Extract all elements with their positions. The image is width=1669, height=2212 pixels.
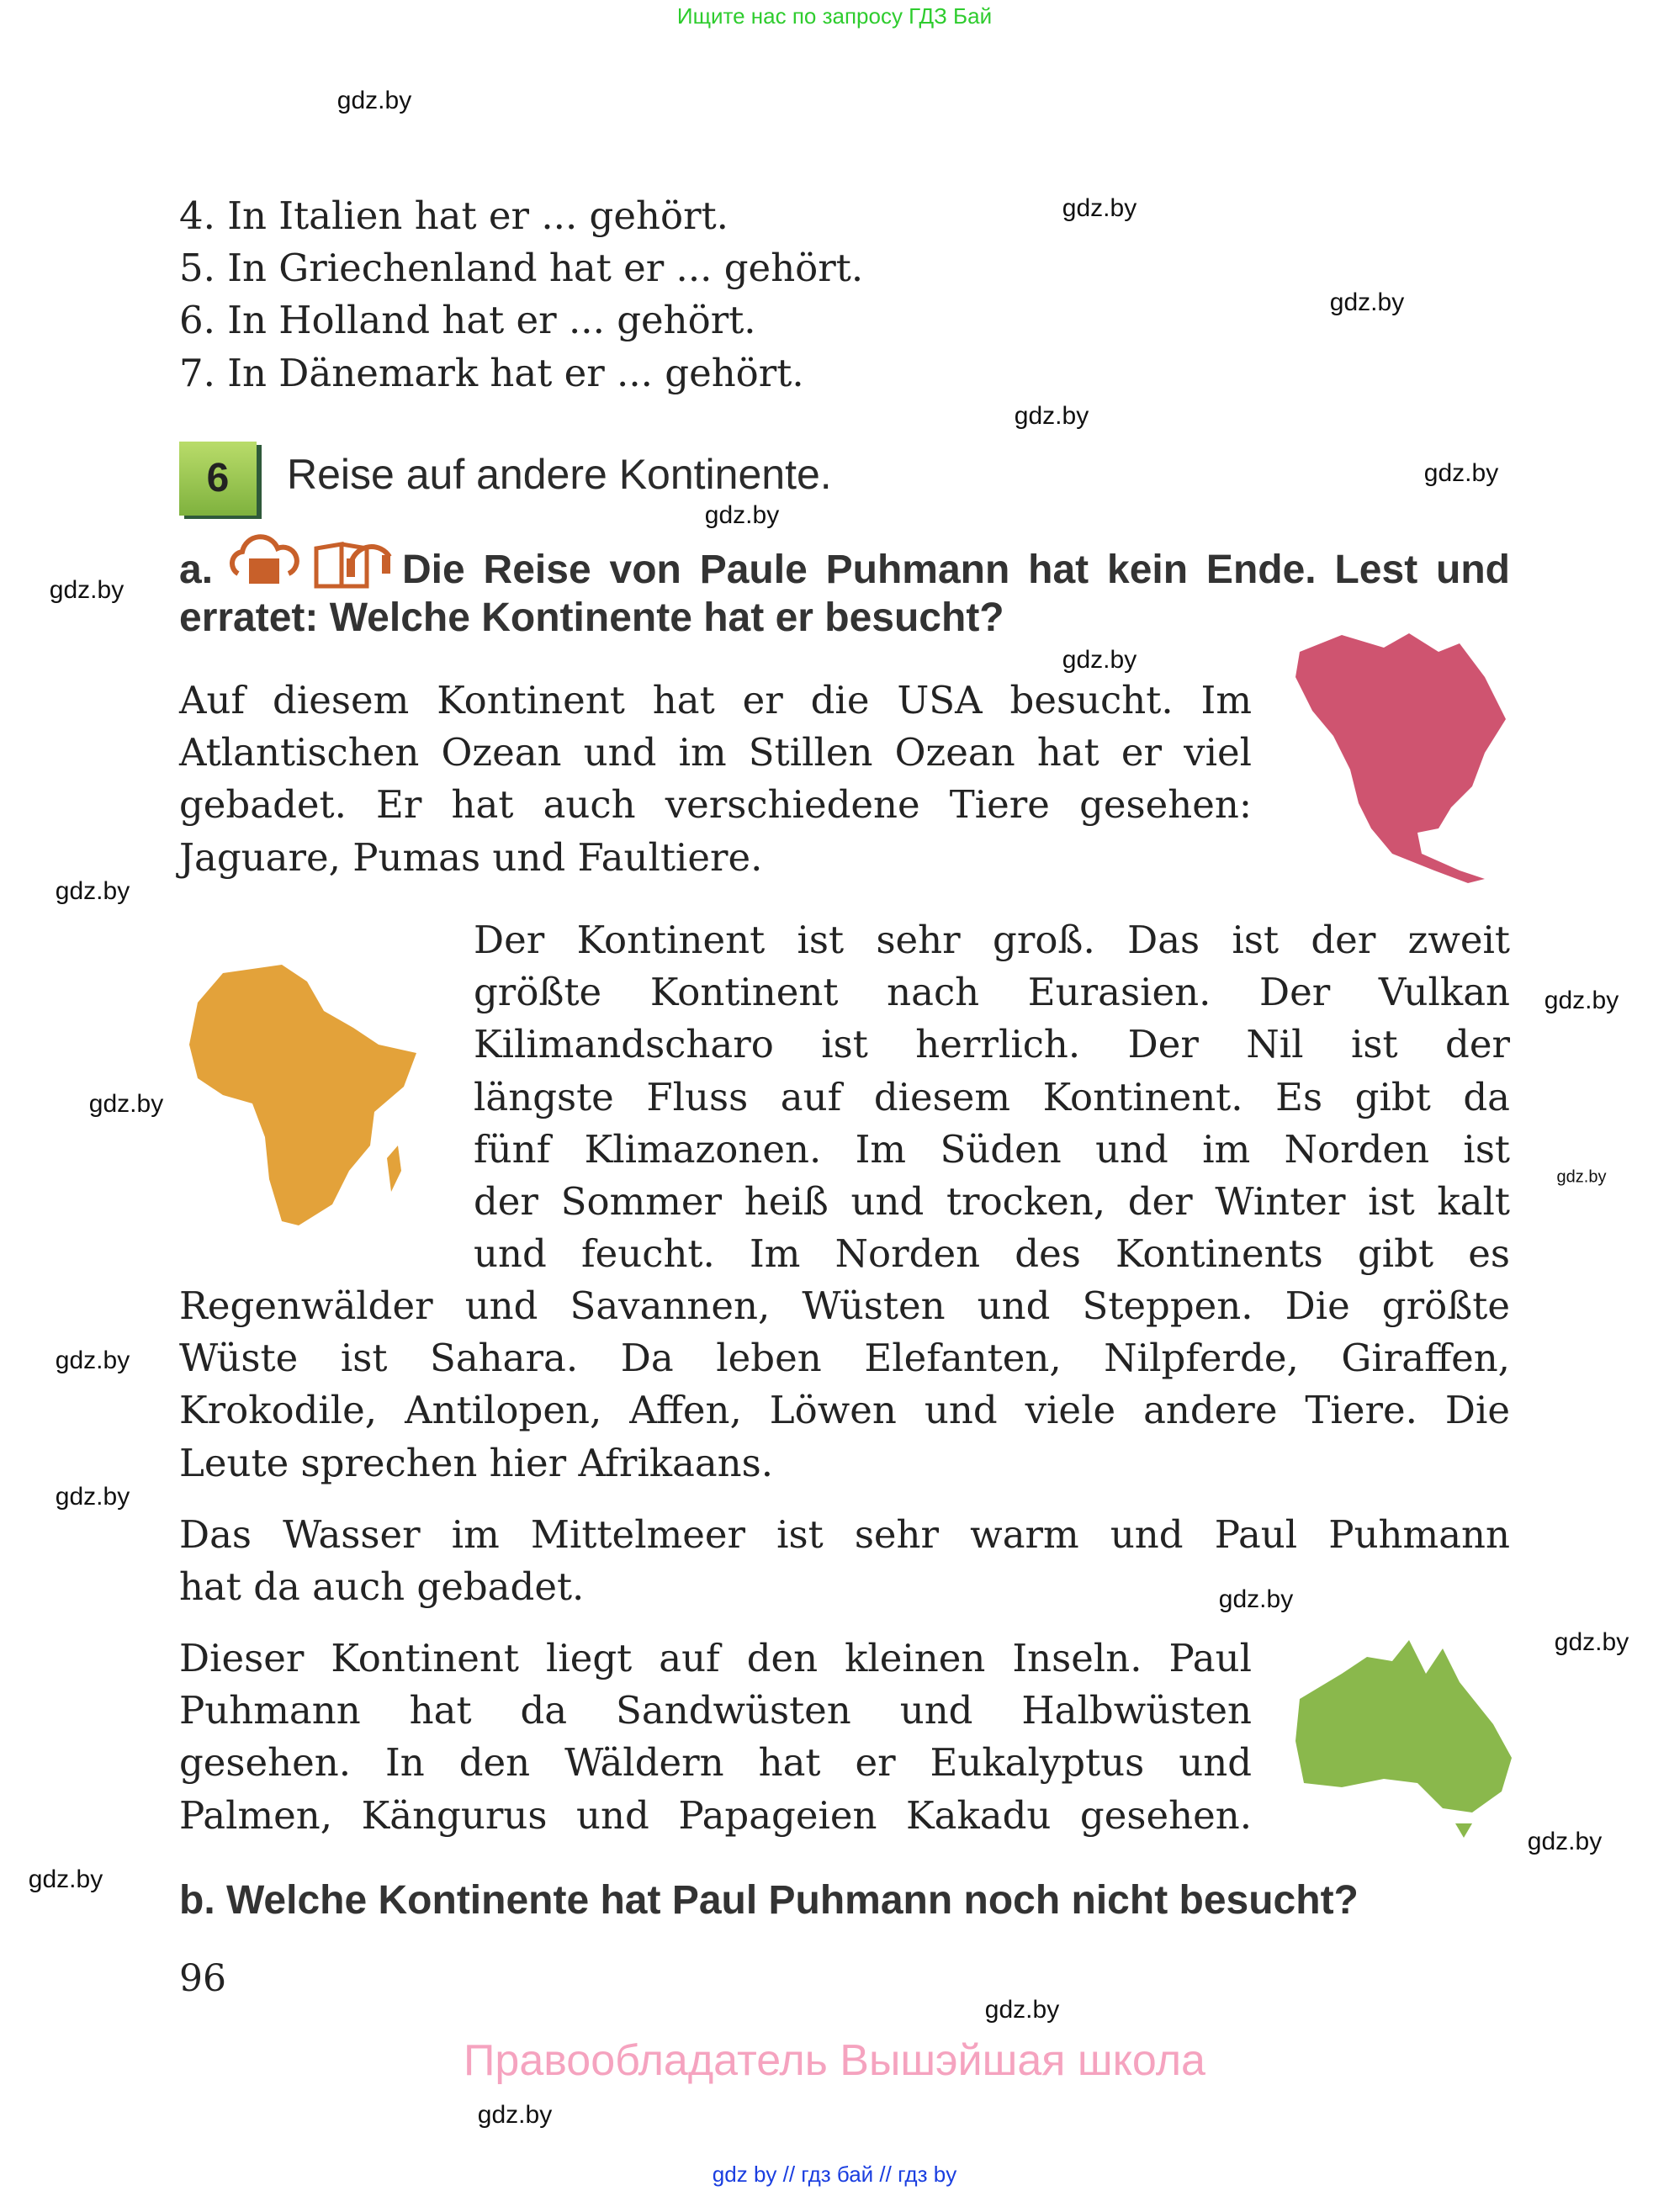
watermark: gdz.by [1062, 194, 1137, 222]
paragraph-africa-wide [179, 1280, 1510, 1490]
task-a-label: a. [179, 548, 214, 592]
text-line: Atlantischen Ozean und im Stillen Ozean hat er viel [179, 730, 1252, 775]
watermark: gdz.by [1218, 1585, 1294, 1613]
list-item: 5. In Griechenland hat er ... gehört. [179, 246, 864, 291]
text-line: gebadet. Er hat auch verschiedene Tiere gesehen: [179, 782, 1252, 828]
watermark: gdz.by [984, 1996, 1060, 2024]
copyright-notice: Правообладатель Вышэйшая школа [464, 2036, 1205, 2085]
list-item: 4. In Italien hat er ... gehört. [179, 193, 729, 238]
africa-map [172, 960, 433, 1234]
text-line: der Sommer heiß und trocken, der Winter ist kalt [474, 1178, 1510, 1224]
north-america-map [1291, 627, 1514, 883]
text-line: Kilimandscharo ist herrlich. Der Nil ist der [474, 1022, 1510, 1067]
text-line: Der Kontinent ist sehr groß. Das ist der zweit [474, 918, 1510, 962]
list-item: 6. In Holland hat er ... gehört. [179, 298, 756, 343]
watermark: gdz.by [1544, 987, 1619, 1014]
watermark: gdz.by [1014, 402, 1089, 430]
page-number: 96 [179, 1957, 226, 2000]
watermark: gdz.by [1329, 288, 1405, 316]
text-line: Wüste ist Sahara. Da leben Elefanten, Nilpferde, Giraffen, [179, 1336, 1510, 1381]
task-b: b. Welche Kontinente hat Paul Puhmann noch nicht besucht? [179, 1878, 1359, 1923]
paragraph-africa-narrow [474, 914, 1510, 1280]
text-line: Leute sprechen hier Afrikaans. [179, 1440, 774, 1485]
watermark: gdz.by [55, 877, 130, 905]
exercise-title: Reise auf andere Kontinente. [287, 451, 832, 498]
watermark: gdz.by [1527, 1828, 1603, 1855]
watermark: gdz.by [55, 1483, 130, 1511]
exercise-number-badge: 6 [179, 442, 257, 516]
cloud-folder-icon [225, 532, 301, 590]
watermark: gdz.by [1556, 1167, 1607, 1187]
watermark: gdz.by [1062, 646, 1137, 674]
watermark: gdz.by [55, 1347, 130, 1374]
search-hint-link[interactable]: Ищите нас по запросу ГДЗ Бай [676, 3, 993, 29]
audio-book-icon [310, 523, 394, 590]
text-line: Krokodile, Antilopen, Affen, Löwen und viele andere Tiere. Die [179, 1388, 1510, 1433]
text-line: Das Wasser im Mittelmeer ist sehr warm und Paul Puhmann [179, 1512, 1510, 1557]
watermark: gdz.by [1554, 1628, 1629, 1656]
text-line: Puhmann hat da Sandwüsten und Halbwüsten [179, 1688, 1252, 1733]
text-line: hat da auch gebadet. [179, 1564, 585, 1610]
text-line: größte Kontinent nach Eurasien. Der Vulkan [474, 970, 1510, 1015]
text-line: Jaguare, Pumas und Faultiere. [179, 834, 763, 880]
list-item: 7. In Dänemark hat er ... gehört. [179, 350, 804, 395]
watermark: gdz.by [336, 87, 412, 114]
watermark: gdz.by [49, 576, 125, 604]
watermark: gdz.by [28, 1865, 103, 1893]
text-line: und feucht. Im Norden des Kontinents gibt es [474, 1231, 1510, 1277]
text-line: Auf diesem Kontinent hat er die USA besucht. Im [179, 678, 1252, 722]
watermark: gdz.by [477, 2101, 553, 2129]
watermark: gdz.by [88, 1090, 164, 1118]
australia-map [1291, 1632, 1514, 1838]
text-line: Dieser Kontinent liegt auf den kleinen Inseln. Paul [179, 1636, 1252, 1680]
text-line: Palmen, Kängurus und Papageien Kakadu gesehen. [179, 1792, 1252, 1838]
exercise-list [179, 190, 863, 400]
watermark: gdz.by [704, 501, 780, 529]
task-a-line2: erratet: Welche Kontinente hat er besucht? [179, 595, 1004, 640]
bottom-links[interactable]: gdz by // гдз бай // гдз by [712, 2162, 957, 2187]
text-line: längste Fluss auf diesem Kontinent. Es gibt da [474, 1074, 1510, 1119]
text-line: fünf Klimazonen. Im Süden und im Norden ist [474, 1126, 1510, 1172]
watermark: gdz.by [1423, 459, 1499, 487]
text-line: Regenwälder und Savannen, Wüsten und Steppen. Die größte [179, 1283, 1510, 1328]
paragraph-mittelmeer [179, 1509, 1510, 1613]
text-line: gesehen. In den Wäldern hat er Eukalyptus und [179, 1740, 1252, 1786]
paragraph-america [179, 675, 1252, 884]
task-a-line1: Die Reise von Paule Puhmann hat kein Ende. Lest und [402, 548, 1510, 592]
paragraph-australia [179, 1633, 1252, 1842]
